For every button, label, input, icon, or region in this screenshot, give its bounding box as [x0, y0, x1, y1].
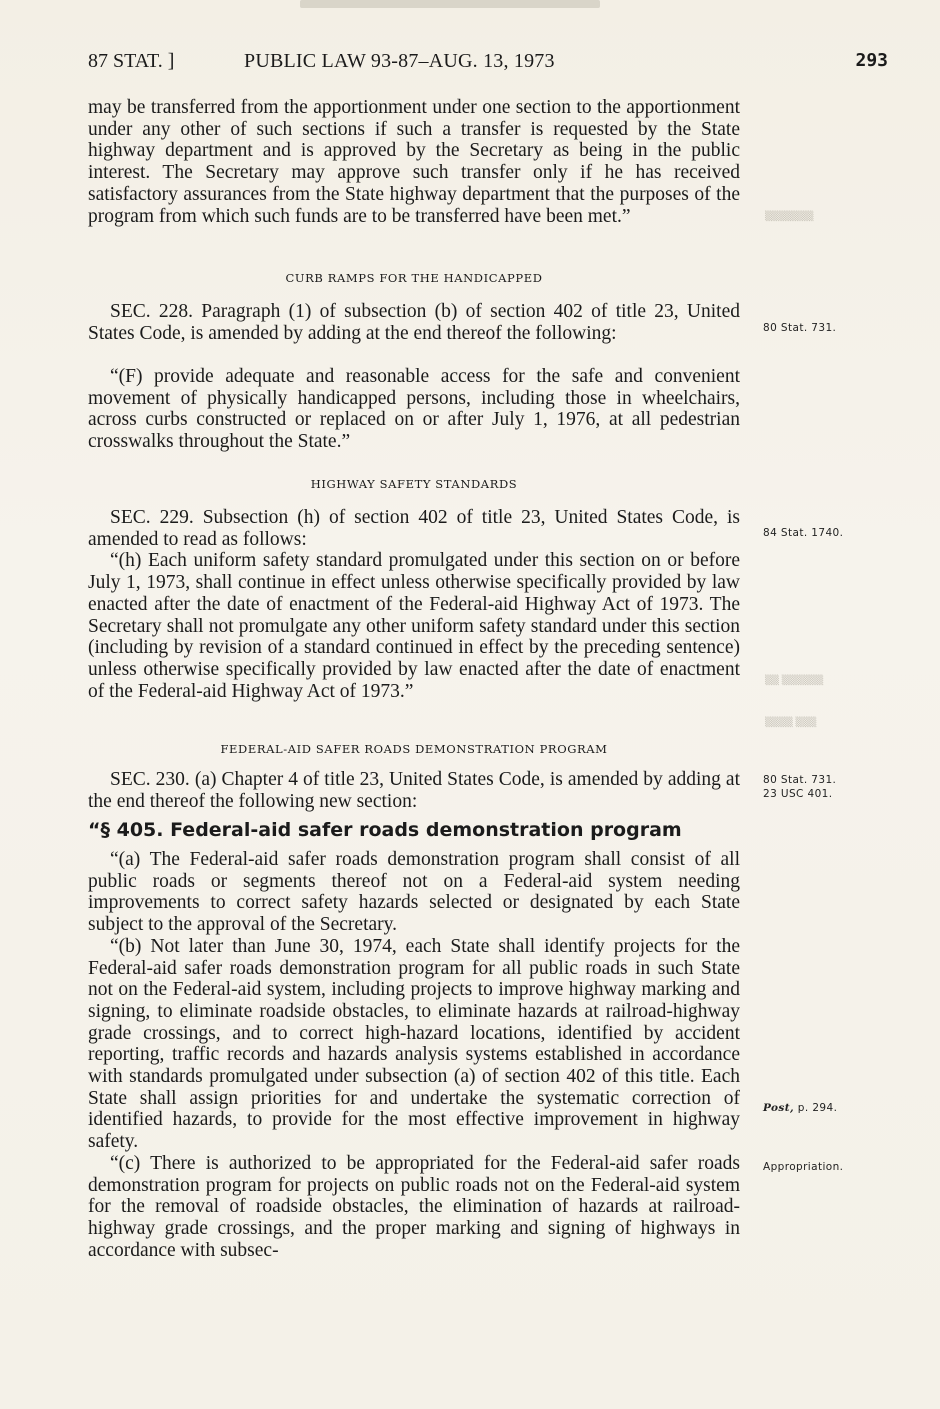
heading-block-1: [88, 268, 740, 290]
statute-volume: 87 STAT. ]: [88, 50, 175, 72]
section-228-text: SEC. 228. Paragraph (1) of subsection (b) of section 402 of title 23, United States Code, is amended by adding at the end thereof the following:: [88, 301, 740, 344]
margin-note-80-stat: 80 Stat. 731.: [763, 322, 837, 334]
margin-note-post-page: p. 294.: [794, 1102, 838, 1114]
bleed-through-note: ▒▒▒▒▒▒▒: [765, 212, 814, 222]
bleed-through-note: ▒▒▒▒ ▒▒▒: [765, 718, 817, 728]
section-heading-curb-ramps: CURB RAMPS FOR THE HANDICAPPED: [285, 271, 543, 285]
section-405-b: “(b) Not later than June 30, 1974, each State shall identify projects for the Federal-aid safer roads demonstration program for all public roads in such State not on the Federal-aid system, including projects to improve highway marking and signing, to eliminate roadside obstacles, to eliminate hazards at railroad-highway grade crossings, and to correct high-hazard locations, identified by accident reporting, traffic records and hazards analysis systems established in accordance with standards promulgated under subsection (a) of section 402 of this title. Each State shall assign priorities for and undertake the systematic correction of identified hazards, to provide for the most effective improvement in highway safety.: [88, 935, 740, 1153]
page-header: [88, 50, 888, 78]
section-230-text: SEC. 230. (a) Chapter 4 of title 23, United States Code, is amended by adding at the end thereof the following new section:: [88, 769, 740, 812]
section-228-quote-text: “(F) provide adequate and reasonable access for the safe and convenient movement of physically handicapped persons, including those in wheelchairs, across curbs constructed or replaced on or after July 1, 1976, at all pedestrian crosswalks throughout the State.”: [88, 366, 740, 453]
paragraph-continuation: may be transferred from the apportionment under one section to the apportionment under any other of such sections if such a transfer is requested by the State highway department and is approved by the Secretary as being in the public interest. The Secretary may approve such transfer only if he has received satisfactory assurances from the State highway department that the purposes of the program from which such funds are to be transferred have been met.”: [88, 97, 740, 227]
margin-note-usc: 23 USC 401.: [763, 788, 833, 800]
section-405-a: “(a) The Federal-aid safer roads demonstration program shall consist of all public roads or segments thereof not on a Federal-aid system needing improvements to correct safety hazards selected or designated by each State subject to the approval of the Secretary.: [88, 849, 740, 936]
section-228: [88, 301, 740, 344]
margin-note-post: [763, 1101, 837, 1115]
heading-block-2: [88, 474, 740, 496]
section-229: [88, 507, 740, 702]
body-block-1: [88, 97, 740, 227]
bleed-through-note: ▒▒ ▒▒▒▒▒▒: [765, 676, 824, 686]
section-230: [88, 769, 740, 812]
section-229-subsection-h: “(h) Each uniform safety standard promulgated under this section on or before July 1, 1973, shall continue in effect unless otherwise specifically provided by law enacted after the date of enactment of the Federal-aid Highway Act of 1973. The Secretary shall not promulgate any other uniform safety standard under this section (including by revision of a standard continued in effect by the preceding sentence) unless otherwise specifically provided by law enacted after the date of enactment of the Federal-aid Highway Act of 1973.”: [88, 550, 740, 702]
margin-note-appropriation: Appropriation.: [763, 1161, 844, 1173]
section-229-text: SEC. 229. Subsection (h) of section 402 of title 23, United States Code, is amended to read as follows:: [88, 507, 740, 550]
section-heading-highway-safety: HIGHWAY SAFETY STANDARDS: [310, 477, 518, 491]
section-405-title: “§ 405. Federal-aid safer roads demonstration program: [88, 819, 682, 841]
heading-block-3: [88, 739, 740, 761]
margin-note-post-italic: Post,: [763, 1102, 795, 1114]
margin-note-84-stat: 84 Stat. 1740.: [763, 527, 844, 539]
page-number: 293: [855, 50, 888, 71]
bleed-through-mark: [300, 0, 600, 8]
section-228-quote: [88, 366, 740, 453]
section-heading-safer-roads: FEDERAL-AID SAFER ROADS DEMONSTRATION PROGRAM: [220, 742, 608, 756]
margin-note-stat: 80 Stat. 731.: [763, 774, 837, 786]
section-405: [88, 820, 740, 842]
margin-note-80-stat-2: [763, 773, 836, 801]
law-title: PUBLIC LAW 93-87–AUG. 13, 1973: [244, 50, 555, 72]
section-405-body: [88, 849, 740, 1261]
section-405-c: “(c) There is authorized to be appropriated for the Federal-aid safer roads demonstration program for projects on public roads not on the Federal-aid system for the removal of roadside obstacles, the elimination of hazards at railroad-highway grade crossings, and the proper marking and signing of highways in accordance with subsec-: [88, 1152, 740, 1261]
